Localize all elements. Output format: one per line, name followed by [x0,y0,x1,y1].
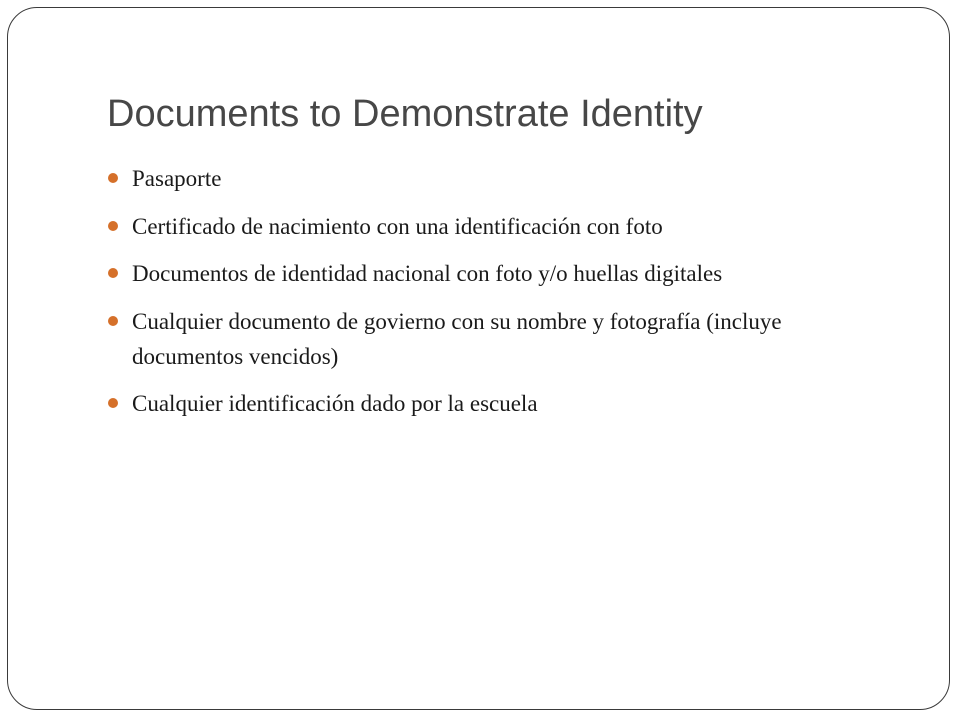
bullet-icon [108,221,118,231]
bullet-item-certificado [107,209,847,244]
bullet-icon [108,398,118,408]
bullet-icon [108,173,118,183]
bullet-list [107,161,847,434]
bullet-item-documento-govierno [107,304,847,374]
bullet-text: Cualquier documento de govierno con su nombre y fotografía (incluye documentos vencidos) [132,308,782,369]
bullet-text: Cualquier identificación dado por la escuela [132,391,538,416]
bullet-item-documentos-identidad [107,256,847,291]
slide-title: Documents to Demonstrate Identity [107,93,703,135]
bullet-item-identificacion-escuela [107,386,847,421]
bullet-item-pasaporte [107,161,847,196]
bullet-text: Pasaporte [132,166,222,191]
bullet-text: Documentos de identidad nacional con foto y/o huellas digitales [132,261,723,286]
bullet-text: Certificado de nacimiento con una identificación con foto [132,213,663,239]
bullet-icon [108,316,118,326]
bullet-icon [108,268,118,278]
